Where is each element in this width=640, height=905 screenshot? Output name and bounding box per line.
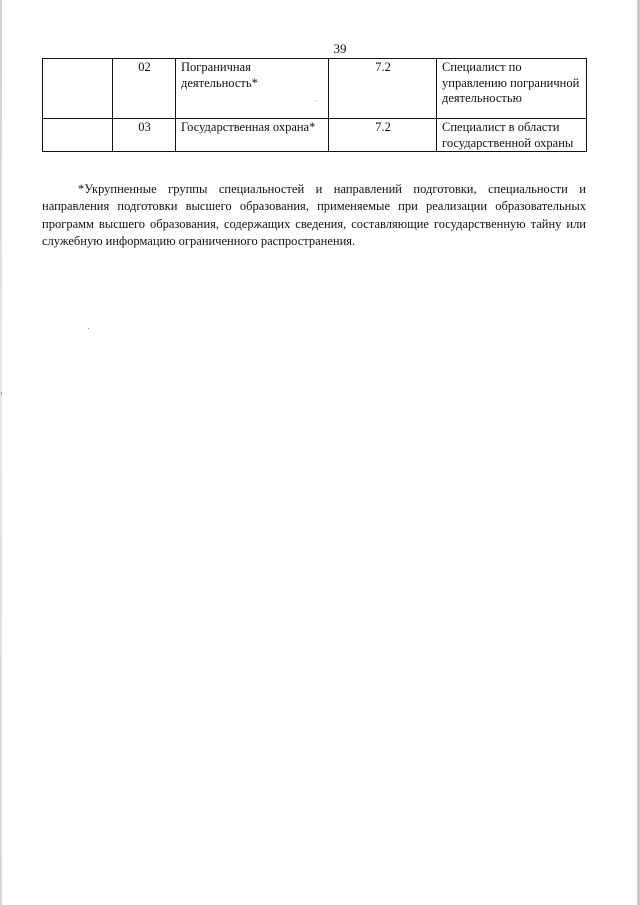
footnote: *Укрупненные группы специальностей и направлений подготовки, специальности и направления подготовки высшего образования, применяемые при реализации образовательных программ высшего образования, содержащих сведения, составляющие государственную тайну или служебную информацию ограниченного распространения. bbox=[42, 181, 586, 248]
table-cell-code: 02 bbox=[113, 59, 176, 119]
table-cell-qualification: Специалист в области государственной охраны bbox=[437, 119, 587, 152]
scan-speck bbox=[1, 392, 2, 395]
table-cell-name: Пограничная деятельность* bbox=[176, 59, 329, 119]
table-cell-code: 03 bbox=[113, 119, 176, 152]
table-cell-level: 7.2 bbox=[329, 119, 437, 152]
table-row bbox=[43, 59, 587, 119]
table-cell-qualification: Специалист по управлению пограничной деятельностью bbox=[437, 59, 587, 119]
table-cell-group bbox=[43, 59, 113, 119]
page-left-edge bbox=[0, 0, 2, 905]
table-cell-level: 7.2 bbox=[329, 59, 437, 119]
scan-speck bbox=[316, 100, 317, 101]
specialties-table bbox=[42, 58, 587, 152]
page-number: 39 bbox=[333, 41, 347, 56]
table-row bbox=[43, 119, 587, 152]
table-cell-group bbox=[43, 119, 113, 152]
table-cell-name: Государственная охрана* bbox=[176, 119, 329, 152]
scan-speck bbox=[88, 328, 89, 329]
